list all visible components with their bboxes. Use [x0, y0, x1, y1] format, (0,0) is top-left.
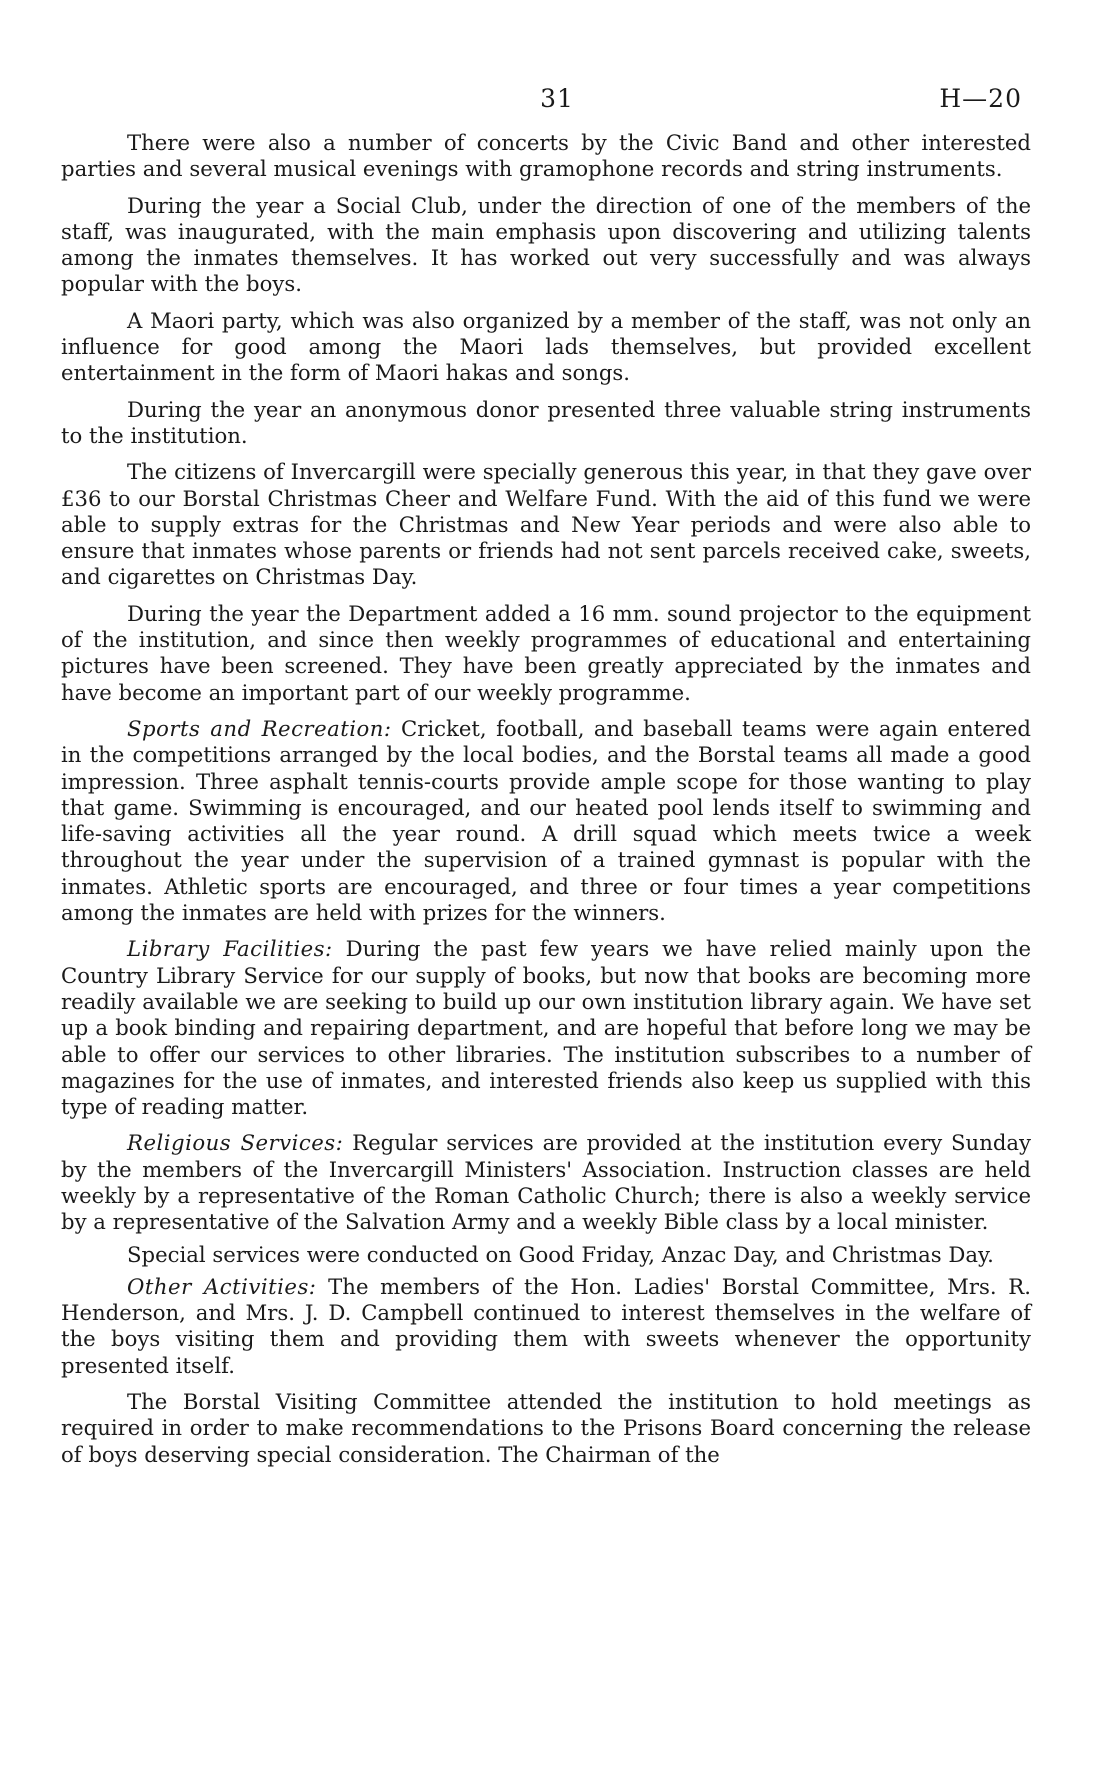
- paragraph-special-services: Special services were conducted on Good Friday, Anzac Day, and Christmas Day.: [127, 1241, 994, 1267]
- section-heading: Religious Services:: [127, 1130, 344, 1156]
- paragraph-sound-projector: During the year the Department added a 16 mm. sound projector to the equipment of the institution, and since then weekly programmes of educational and entertaining pictures have been screened. They have been greatly appreciated by the inmates and have become an important part of our weekly programme.: [61, 600, 1031, 705]
- paragraph-social-club: During the year a Social Club, under the direction of one of the members of the staff, was inaugurated, with the main emphasis upon discovering and utilizing talents among the inmates themselves. It has worked out very successfully and was always popular with the boys.: [61, 192, 1031, 297]
- paragraph-sports-recreation: Sports and Recreation: Cricket, football, and baseball teams were again entered in the competitions arranged by the local bodies, and the Borstal teams all made a good impression. Three asphalt tennis-courts provide ample scope for those wanting to play that game. Swimming is encouraged, and our heated pool lends itself to swimming and life-saving activities all the year round. A drill squad which meets twice a week throughout the year under the supervision of a trained gymnast is popular with the inmates. Athletic sports are encouraged, and three or four times a year competitions among the inmates are held with prizes for the winners.: [61, 715, 1031, 926]
- document-reference: H—20: [939, 84, 1022, 113]
- page-header: [0, 84, 1114, 120]
- paragraph-string-instruments: During the year an anonymous donor presented three valuable string instruments to the institution.: [61, 396, 1031, 448]
- paragraph-library-facilities: Library Facilities: During the past few years we have relied mainly upon the Country Library Service for our supply of books, but now that books are becoming more readily available we are seeking to build up our own institution library again. We have set up a book binding and repairing department, and are hopeful that before long we may be able to offer our services to other libraries. The institution subscribes to a number of magazines for the use of inmates, and interested friends also keep us supplied with this type of reading matter.: [61, 936, 1031, 1120]
- paragraph-religious-services: Religious Services: Regular services are provided at the institution every Sunday by the members of the Invercargill Ministers' Association. Instruction classes are held weekly by a representative of the Roman Catholic Church; there is also a weekly service by a representative of the Salvation Army and a weekly Bible class by a local minister.: [61, 1130, 1031, 1235]
- paragraph-concerts: There were also a number of concerts by the Civic Band and other interested parties and several musical evenings with gramophone records and string instruments.: [61, 130, 1031, 182]
- paragraph-christmas-fund: The citizens of Invercargill were specially generous this year, in that they gave over £36 to our Borstal Christmas Cheer and Welfare Fund. With the aid of this fund we were able to supply extras for the Christmas and New Year periods and were also able to ensure that inmates whose parents or friends had not sent parcels received cake, sweets, and cigarettes on Christmas Day.: [61, 459, 1031, 590]
- section-heading: Sports and Recreation:: [127, 715, 392, 741]
- paragraph-other-activities: Other Activities: The members of the Hon. Ladies' Borstal Committee, Mrs. R. Henderson, and Mrs. J. D. Campbell continued to interest themselves in the welfare of the boys visiting them and providing them with sweets whenever the opportunity presented itself.: [61, 1273, 1031, 1378]
- body-text: [61, 130, 1031, 1478]
- section-heading: Other Activities:: [127, 1273, 317, 1299]
- section-heading: Library Facilities:: [127, 936, 333, 962]
- page-number: 31: [540, 84, 574, 113]
- paragraph-maori-party: A Maori party, which was also organized by a member of the staff, was not only an influence for good among the Maori lads themselves, but provided excellent entertainment in the form of Maori hakas and songs.: [61, 307, 1031, 386]
- paragraph-visiting-committee: The Borstal Visiting Committee attended the institution to hold meetings as required in order to make recommendations to the Prisons Board concerning the release of boys deserving special consideration. The Chairman of the: [61, 1389, 1031, 1467]
